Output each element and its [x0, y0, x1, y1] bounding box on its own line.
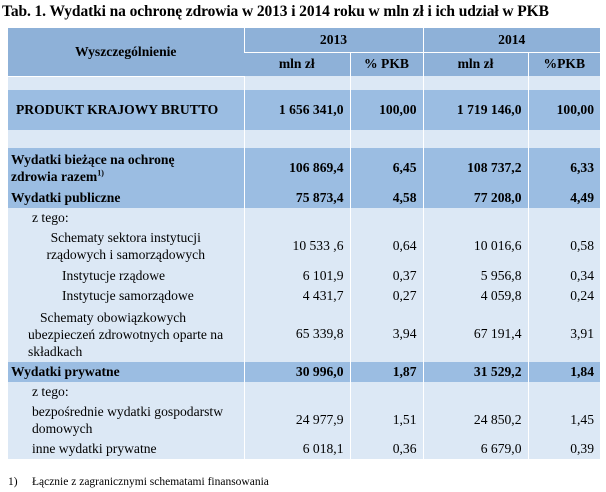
value-2013: 24 977,9: [244, 401, 350, 439]
table-row-government-schemes: [8, 227, 600, 265]
value-2013: 6 101,9: [244, 265, 350, 286]
value-2014: 67 191,4: [423, 306, 528, 362]
pkb-2014: 0,39: [528, 439, 600, 459]
value-2013: 106 869,4: [244, 148, 350, 188]
row-label: Instytucje samorządowe: [62, 288, 194, 303]
pkb-2014: 1,45: [528, 401, 600, 439]
gdp-row: [8, 90, 600, 130]
pkb-2013: 1,87: [350, 362, 423, 382]
gdp-label: PRODUKT KRAJOWY BRUTTO: [16, 102, 219, 117]
pkb-2014: 0,58: [528, 227, 600, 265]
pkb-2013: 0,37: [350, 265, 423, 286]
row-label: Wydatki publiczne: [11, 190, 121, 205]
table-row-breakdown-private: [8, 382, 600, 401]
health-expenditure-table: [8, 28, 600, 459]
value-2014: 6 679,0: [423, 439, 528, 459]
value-2013: 75 873,4: [244, 188, 350, 208]
value-2014: 24 850,2: [423, 401, 528, 439]
pkb-2013: 1,51: [350, 401, 423, 439]
table-row-central-institutions: [8, 265, 600, 286]
pkb-2013: 4,58: [350, 188, 423, 208]
spacer-row: [8, 76, 600, 90]
header-description: Wyszczególnienie: [8, 28, 244, 76]
header-unit-mln-2014: mln zł: [423, 52, 528, 76]
footnote-mark: 1): [8, 476, 18, 488]
table-row-breakdown-public: [8, 208, 600, 227]
pkb-2014: 6,33: [528, 148, 600, 188]
row-label: Schematy sektora instytucji rządowych i samorządowych: [46, 230, 206, 262]
value-2013: 30 996,0: [244, 362, 350, 382]
footnote-text: Łącznie z zagranicznymi schematami finansowania: [31, 476, 269, 488]
pkb-2014: 4,49: [528, 188, 600, 208]
header-year-2014: 2014: [423, 28, 600, 52]
header-row-years: [8, 28, 600, 52]
row-label: z tego:: [32, 383, 69, 399]
footnote: [8, 476, 269, 488]
table-row-private-expenditure: [8, 362, 600, 382]
value-2013: 6 018,1: [244, 439, 350, 459]
spacer-row: [8, 130, 600, 148]
value-2014: 4 059,8: [423, 286, 528, 306]
table-row-household-expenditure: [8, 401, 600, 439]
row-label: Instytucje rządowe: [62, 267, 166, 283]
header-unit-pkb-2013: % PKB: [350, 52, 423, 76]
pkb-2013: 6,45: [350, 148, 423, 188]
header-unit-mln-2013: mln zł: [244, 52, 350, 76]
gdp-value-2014: 1 719 146,0: [423, 90, 528, 130]
row-label: bezpośrednie wydatki gospodarstw domowych: [32, 404, 224, 436]
table-row-other-private: [8, 439, 600, 459]
value-2014: 31 529,2: [423, 362, 528, 382]
table-row-current-expenditure: [8, 148, 600, 188]
value-2013: 65 339,8: [244, 306, 350, 362]
table-caption: Tab. 1. Wydatki na ochronę zdrowia w 2013 i 2014 roku w mln zł i ich udział w PKB: [2, 3, 549, 20]
pkb-2014: 3,91: [528, 306, 600, 362]
row-label: Wydatki bieżące na ochronę zdrowia razem$^{1)}$: [11, 152, 175, 184]
value-2013: 4 431,7: [244, 286, 350, 306]
row-label: Wydatki prywatne: [11, 364, 120, 379]
gdp-value-2013: 1 656 341,0: [244, 90, 350, 130]
gdp-pkb-2013: 100,00: [350, 90, 423, 130]
table-row-local-institutions: [8, 286, 600, 306]
row-label: Schematy obowiązkowych ubezpieczeń zdrowotnych oparte na składkach: [28, 309, 224, 359]
pkb-2014: 0,24: [528, 286, 600, 306]
value-2014: 5 956,8: [423, 265, 528, 286]
header-year-2013: 2013: [244, 28, 423, 52]
value-2013: 10 533 ,6: [244, 227, 350, 265]
value-2014: 10 016,6: [423, 227, 528, 265]
table-row-public-expenditure: [8, 188, 600, 208]
pkb-2013: 0,36: [350, 439, 423, 459]
pkb-2014: 1,84: [528, 362, 600, 382]
value-2014: 77 208,0: [423, 188, 528, 208]
value-2014: 108 737,2: [423, 148, 528, 188]
pkb-2013: 3,94: [350, 306, 423, 362]
pkb-2013: 0,64: [350, 227, 423, 265]
row-label: inne wydatki prywatne: [32, 441, 157, 456]
gdp-pkb-2014: 100,00: [528, 90, 600, 130]
pkb-2013: 0,27: [350, 286, 423, 306]
table-row-mandatory-insurance: [8, 306, 600, 362]
header-unit-pkb-2014: %PKB: [528, 52, 600, 76]
row-label: z tego:: [32, 209, 69, 225]
pkb-2014: 0,34: [528, 265, 600, 286]
